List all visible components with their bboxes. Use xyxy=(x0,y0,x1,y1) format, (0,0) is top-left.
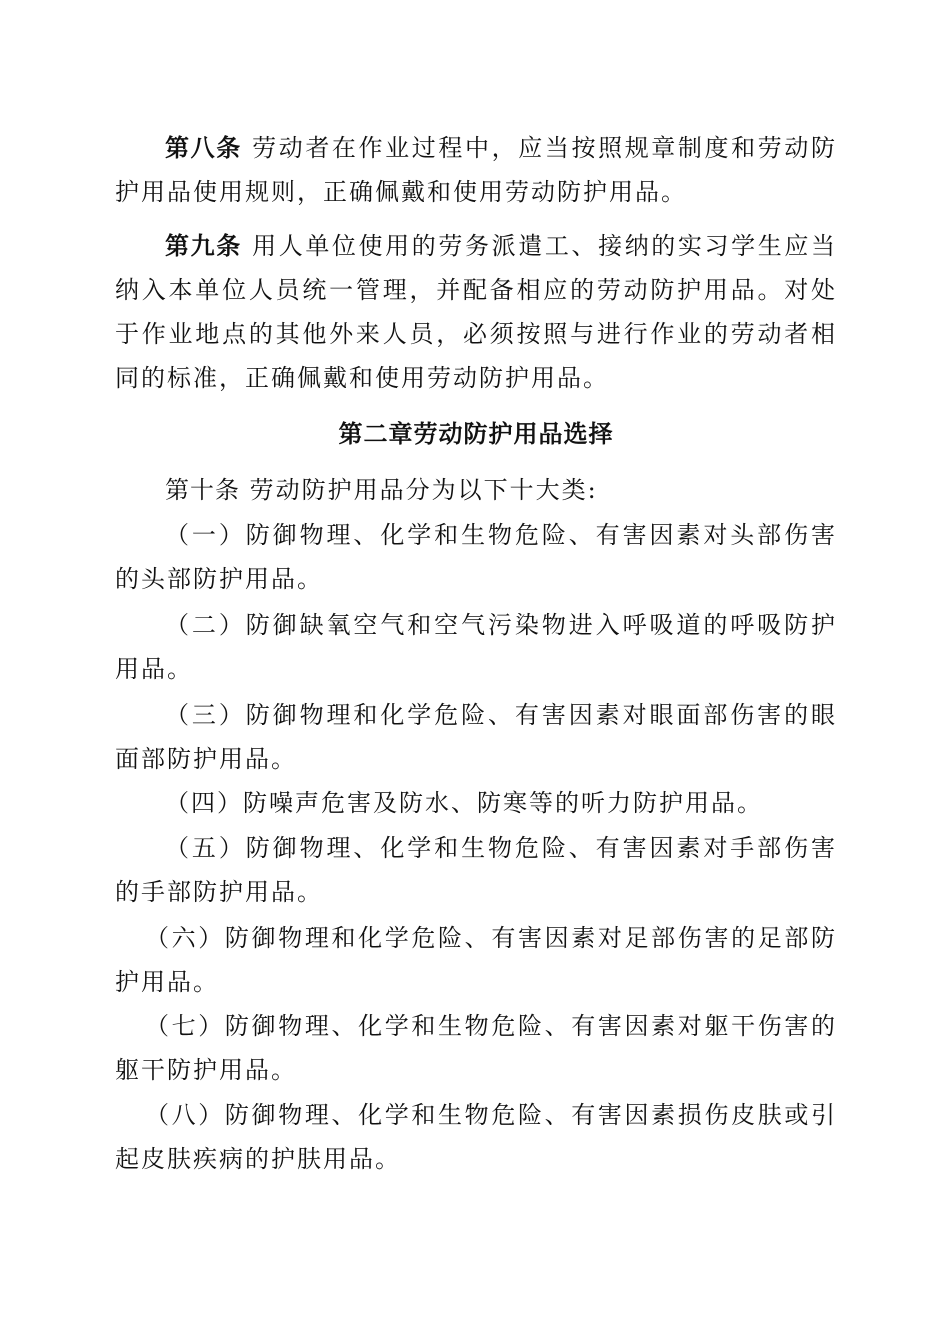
list-item-8 xyxy=(115,1093,837,1181)
list-item-7-text: 防御物理、化学和生物危险、有害因素对躯干伤害的躯干防护用品。 xyxy=(115,1012,838,1084)
list-item-2-marker: （二） xyxy=(165,611,246,639)
document-page xyxy=(115,0,837,1344)
list-item-7 xyxy=(115,1004,837,1092)
list-item-2-text: 防御缺氧空气和空气污染物进入呼吸道的呼吸防护用品。 xyxy=(115,611,837,683)
article-8-text: 劳动者在作业过程中，应当按照规章制度和劳动防护用品使用规则，正确佩戴和使用劳动防护用品。 xyxy=(115,134,837,206)
article-9 xyxy=(115,224,837,400)
list-item-5 xyxy=(115,826,837,914)
list-item-3-marker: （三） xyxy=(165,701,246,729)
list-item-8-text: 防御物理、化学和生物危险、有害因素损伤皮肤或引起皮肤疾病的护肤用品。 xyxy=(115,1101,838,1173)
list-item-5-text: 防御物理、化学和生物危险、有害因素对手部伤害的手部防护用品。 xyxy=(115,834,837,906)
list-item-7-marker: （七） xyxy=(145,1012,225,1040)
list-item-4-text: 防噪声危害及防水、防寒等的听力防护用品。 xyxy=(243,789,763,817)
article-9-label: 第九条 xyxy=(165,232,242,260)
article-8-label: 第八条 xyxy=(165,134,242,162)
list-item-5-marker: （五） xyxy=(165,834,246,862)
article-9-text: 用人单位使用的劳务派遣工、接纳的实习学生应当纳入本单位人员统一管理，并配备相应的劳动防护用品。对处于作业地点的其他外来人员，必须按照与进行作业的劳动者相同的标准，正确佩戴和使用劳动防护用品。 xyxy=(115,232,837,392)
article-10-text: 劳动防护用品分为以下十大类: xyxy=(249,476,598,504)
list-item-2 xyxy=(115,603,837,691)
article-10 xyxy=(115,468,837,512)
list-item-1 xyxy=(115,513,837,601)
list-item-3-text: 防御物理和化学危险、有害因素对眼面部伤害的眼面部防护用品。 xyxy=(115,701,837,773)
list-item-3 xyxy=(115,693,837,781)
list-item-6 xyxy=(115,916,837,1004)
article-10-label: 第十条 xyxy=(165,476,240,504)
chapter-2-title: 第二章劳动防护用品选择 xyxy=(338,420,614,448)
list-item-8-marker: （八） xyxy=(145,1101,225,1129)
list-item-6-marker: （六） xyxy=(145,924,225,952)
list-item-4-marker: （四） xyxy=(165,789,243,817)
list-item-1-marker: （一） xyxy=(165,521,246,549)
article-8 xyxy=(115,126,837,214)
list-item-4 xyxy=(115,781,837,825)
list-item-1-text: 防御物理、化学和生物危险、有害因素对头部伤害的头部防护用品。 xyxy=(115,521,837,593)
list-item-6-text: 防御物理和化学危险、有害因素对足部伤害的足部防护用品。 xyxy=(115,924,838,996)
